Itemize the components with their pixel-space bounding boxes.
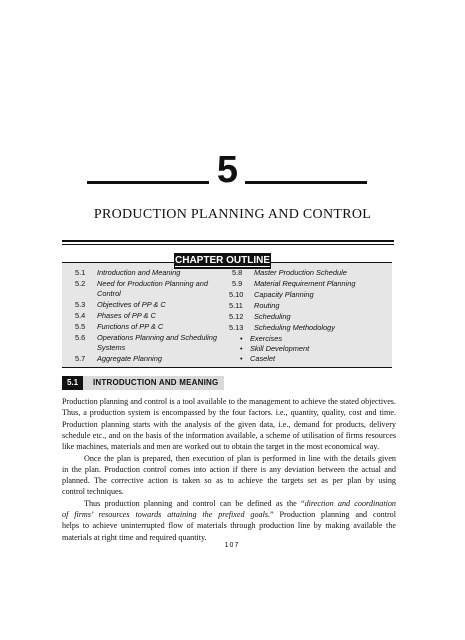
outline-item-text: Phases of PP & C bbox=[97, 311, 156, 320]
outline-item-text: Scheduling Methodology bbox=[254, 323, 335, 332]
text-run: Thus production planning and control can be defined as the “ bbox=[84, 498, 305, 508]
outline-item-text: Introduction and Meaning bbox=[97, 268, 181, 277]
outline-bullet-item bbox=[240, 344, 309, 355]
section-title: INTRODUCTION AND MEANING bbox=[83, 376, 224, 390]
body-paragraph-1 bbox=[62, 396, 396, 452]
outline-item-number: 5.3 bbox=[75, 300, 86, 309]
outline-item bbox=[232, 268, 347, 279]
outline-item-number: 5.6 bbox=[75, 333, 86, 342]
outline-bullet-text: Skill Development bbox=[250, 344, 310, 353]
outline-item bbox=[232, 279, 355, 290]
outline-item-text: Routing bbox=[254, 301, 280, 310]
outline-item-text: Master Production Schedule bbox=[254, 268, 347, 277]
outline-item-number: 5.8 bbox=[232, 268, 243, 277]
outline-item bbox=[229, 312, 291, 323]
outline-item-text: Material Requirement Planning bbox=[254, 279, 356, 288]
outline-item bbox=[75, 354, 162, 365]
outline-item-text: Need for Production Planning and bbox=[97, 279, 208, 288]
text-line: schedule etc., and on the basis of the information available, a scheme of utilisation of firms resources bbox=[62, 430, 396, 440]
outline-item-number: 5.10 bbox=[229, 290, 244, 299]
text-line: Production planning starts with the analysis of the given data, i.e., demand for products, delivery bbox=[62, 419, 396, 429]
outline-item-continuation bbox=[97, 289, 121, 300]
outline-item-number: 5.7 bbox=[75, 354, 86, 363]
text-line bbox=[62, 509, 396, 520]
text-line: Thus, a production system is encompassed by the four factors. i.e., quantity, quality, cost and time. bbox=[62, 408, 396, 418]
text-line: materials at right time and required quantity. bbox=[62, 532, 207, 542]
outline-item-number: 5.1 bbox=[75, 268, 86, 277]
body-paragraph-3 bbox=[62, 498, 396, 543]
outline-item bbox=[229, 301, 279, 312]
outline-item-number: 5.12 bbox=[229, 312, 244, 321]
outline-item-number: 5.11 bbox=[229, 301, 243, 310]
outline-item-text: Functions of PP & C bbox=[97, 322, 164, 331]
outline-item-number: 5.2 bbox=[75, 279, 86, 288]
outline-item-text: Operations Planning and Scheduling bbox=[97, 333, 217, 342]
outline-bullet-text: Caselet bbox=[250, 354, 276, 363]
outline-item-text: Systems bbox=[97, 343, 126, 352]
chapter-rule-left bbox=[87, 181, 209, 184]
outline-bullet-item bbox=[240, 334, 282, 345]
outline-item-number: 5.9 bbox=[232, 279, 243, 288]
text-line: helps to achieve uninterrupted flow of materials through production line by making available the bbox=[62, 521, 396, 531]
outline-item bbox=[75, 279, 208, 290]
text-line: like machines, materials and men are worked out to obtain the target in the most economical way. bbox=[62, 442, 380, 452]
section-number: 5.1 bbox=[62, 376, 83, 390]
text-line bbox=[62, 498, 396, 509]
outline-item-text: Control bbox=[97, 289, 121, 298]
definition-italic: direction and coordination bbox=[304, 498, 396, 508]
text-line: in the plan. Production control comes into action if there is any deviation between the actual and bbox=[62, 464, 396, 474]
outline-top-rule-thin bbox=[62, 244, 394, 245]
outline-item-number: 5.4 bbox=[75, 311, 86, 320]
text-line: Production planning and control is a tool available to the management to achieve the stated objectives. bbox=[62, 397, 396, 406]
text-line: planned. The corrective action is taken so as to achieve the targets set as per plan by using bbox=[62, 476, 396, 486]
outline-item-text: Capacity Planning bbox=[254, 290, 314, 299]
chapter-outline-heading-text: CHAPTER OUTLINE bbox=[175, 255, 270, 266]
outline-item bbox=[229, 290, 314, 301]
definition-italic: of firms’ resources towards attaining the prefixed goals. bbox=[62, 509, 271, 519]
outline-item bbox=[75, 333, 217, 344]
text-line: Once the plan is prepared, then execution of plan is performed in line with the details given bbox=[84, 453, 396, 463]
page-number: 107 bbox=[224, 542, 240, 549]
outline-top-rule bbox=[62, 240, 394, 242]
outline-bullet-text: Exercises bbox=[250, 334, 283, 343]
chapter-rule-right bbox=[245, 181, 367, 184]
text-line: control techniques. bbox=[62, 487, 124, 497]
outline-item bbox=[75, 300, 166, 311]
outline-item-text: Scheduling bbox=[254, 312, 291, 321]
outline-item-text: Objectives of PP & C bbox=[97, 300, 166, 309]
outline-bullet-item bbox=[240, 354, 275, 365]
chapter-outline-heading bbox=[174, 253, 271, 269]
outline-item bbox=[75, 311, 156, 322]
outline-item-number: 5.5 bbox=[75, 322, 86, 331]
bullet-icon: • bbox=[240, 344, 243, 353]
bullet-icon: • bbox=[240, 334, 243, 343]
outline-item-continuation bbox=[97, 343, 125, 354]
body-paragraph-2 bbox=[62, 453, 396, 498]
bullet-icon: • bbox=[240, 354, 243, 363]
outline-item-text: Aggregate Planning bbox=[97, 354, 162, 363]
chapter-number: 5 bbox=[216, 149, 239, 191]
outline-item bbox=[75, 268, 180, 279]
text-run: ” Production planning and control bbox=[270, 509, 396, 519]
outline-item bbox=[229, 323, 335, 334]
chapter-title: PRODUCTION PLANNING AND CONTROL bbox=[93, 207, 372, 222]
outline-item bbox=[75, 322, 163, 333]
outline-item-number: 5.13 bbox=[229, 323, 244, 332]
